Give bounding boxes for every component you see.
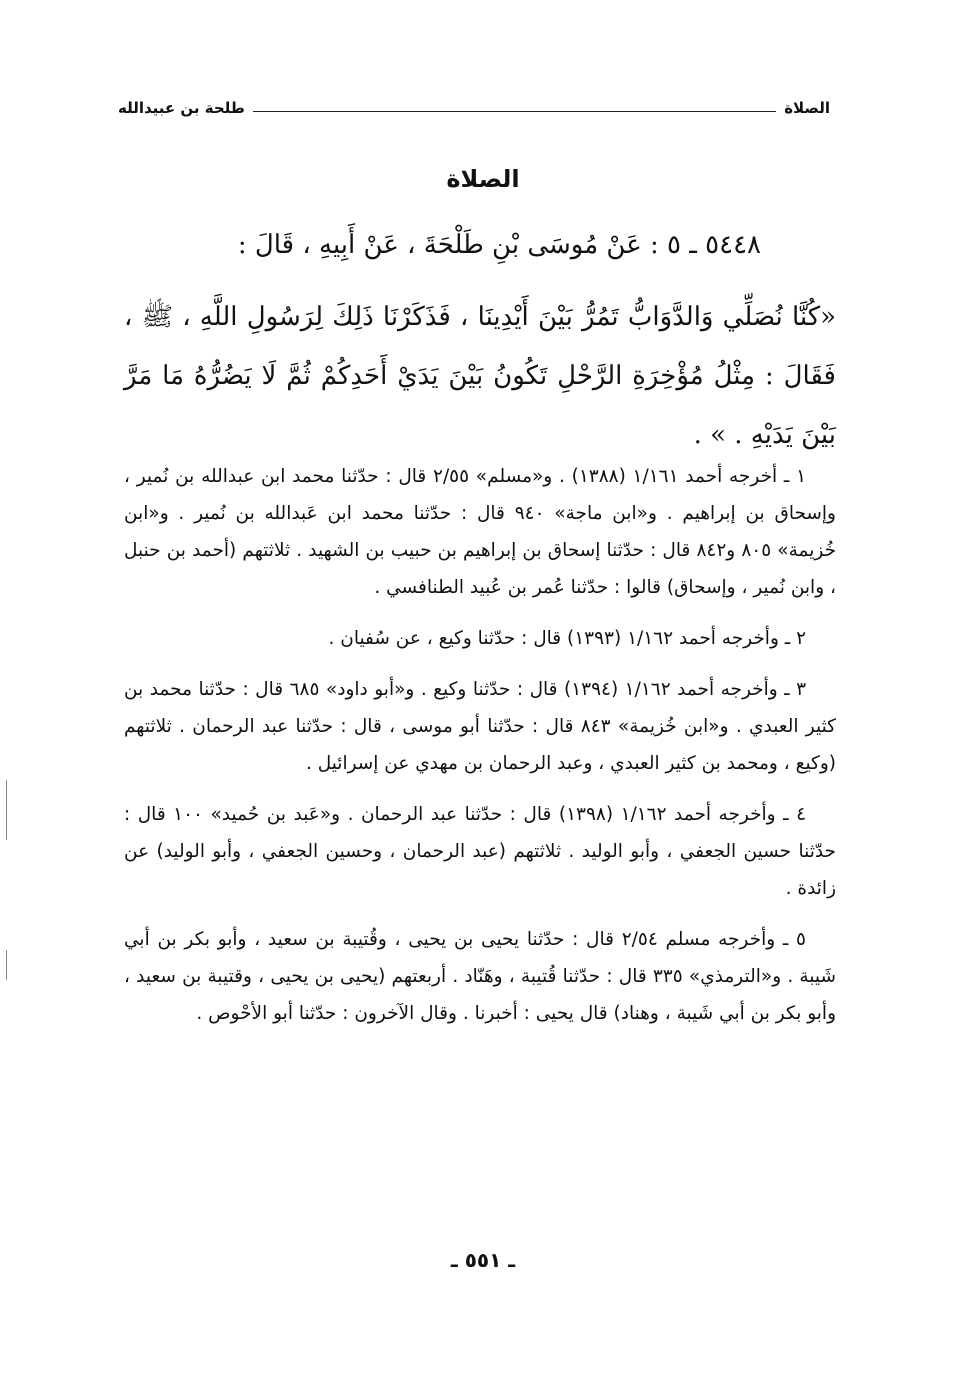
section-title: الصلاة: [446, 165, 520, 193]
page-number: ـ ٥٥١ ـ: [450, 1248, 516, 1272]
hadith-text: «كُنَّا نُصَلِّي وَالدَّوَابُّ تَمُرُّ بَيْنَ أَيْدِينَا ، فَذَكَرْنَا ذَلِكَ لِرَسُولِ اللَّهِ ، ﷺ ، فَقَالَ : مِثْلُ مُؤْخِرَةِ الرَّحْلِ تَكُونُ بَيْنَ يَدَيْ أَحَدِكُمْ ثُمَّ لَا يَضُرُّهُ مَا مَرَّ بَيْنَ يَدَيْهِ . » .: [124, 302, 836, 450]
footnote-4: ٤ ـ وأخرجه أحمد ١/١٦٢ (١٣٩٨) قال : حدّثنا عبد الرحمان . و«عَبد بن حُميد» ١٠٠ قال : حدّثنا حسين الجعفي ، وأبو الوليد . ثلاثتهم (عبد الرحمان ، وحسين الجعفي ، وأبو الوليد) عن زائدة .: [124, 804, 836, 899]
running-header: [118, 94, 830, 122]
footnote-3: ٣ ـ وأخرجه أحمد ١/١٦٢ (١٣٩٤) قال : حدّثنا وكيع . و«أبو داود» ٦٨٥ قال : حدّثنا محمد بن كثير العبدي . و«ابن خُزيمة» ٨٤٣ قال : حدّثنا أبو موسى ، قال : حدّثنا عبد الرحمان . ثلاثتهم (وكيع ، ومحمد بن كثير العبدي ، وعبد الرحمان بن مهدي عن إسرائيل .: [124, 679, 836, 774]
scan-edge-mark: [6, 780, 7, 840]
footnote-2: ٢ ـ وأخرجه أحمد ١/١٦٢ (١٣٩٣) قال : حدّثنا وكيع ، عن سُفيان .: [328, 628, 806, 649]
scan-edge-mark: [6, 950, 7, 980]
hadith-intro: ٥٤٤٨ ـ ٥ : عَنْ مُوسَى بْنِ طَلْحَةَ ، عَنْ أَبِيهِ ، قَالَ :: [237, 230, 761, 260]
header-chapter: الصلاة: [784, 99, 830, 117]
header-rule: [253, 111, 776, 112]
footnote-5: ٥ ـ وأخرجه مسلم ٢/٥٤ قال : حدّثنا يحيى بن يحيى ، وقُتيبة بن سعيد ، وأبو بكر بن أبي شَيبة . و«الترمذي» ٣٣٥ قال : حدّثنا قُتيبة ، وهَنّاد . أربعتهم (يحيى بن يحيى ، وقتيبة بن سعيد ، وأبو بكر بن أبي شَيبة ، وهناد) قال يحيى : أخبرنا . وقال الآخرون : حدّثنا أبو الأحْوص .: [124, 929, 836, 1024]
footnote-1: ١ ـ أخرجه أحمد ١/١٦١ (١٣٨٨) . و«مسلم» ٢/٥٥ قال : حدّثنا محمد ابن عبدالله بن نُمير ، وإسحاق بن إبراهيم . و«ابن ماجة» ٩٤٠ قال : حدّثنا محمد ابن عَبدالله بن نُمير . و«ابن خُزيمة» ٨٠٥ و٨٤٢ قال : حدّثنا إسحاق بن إبراهيم بن حبيب بن الشهيد . ثلاثتهم (أحمد بن حنبل ، وابن نُمير ، وإسحاق) قالوا : حدّثنا عُمر بن عُبيد الطنافسي .: [124, 466, 837, 598]
header-narrator: طلحة بن عبيدالله: [118, 99, 245, 117]
footnotes: [124, 458, 836, 1046]
